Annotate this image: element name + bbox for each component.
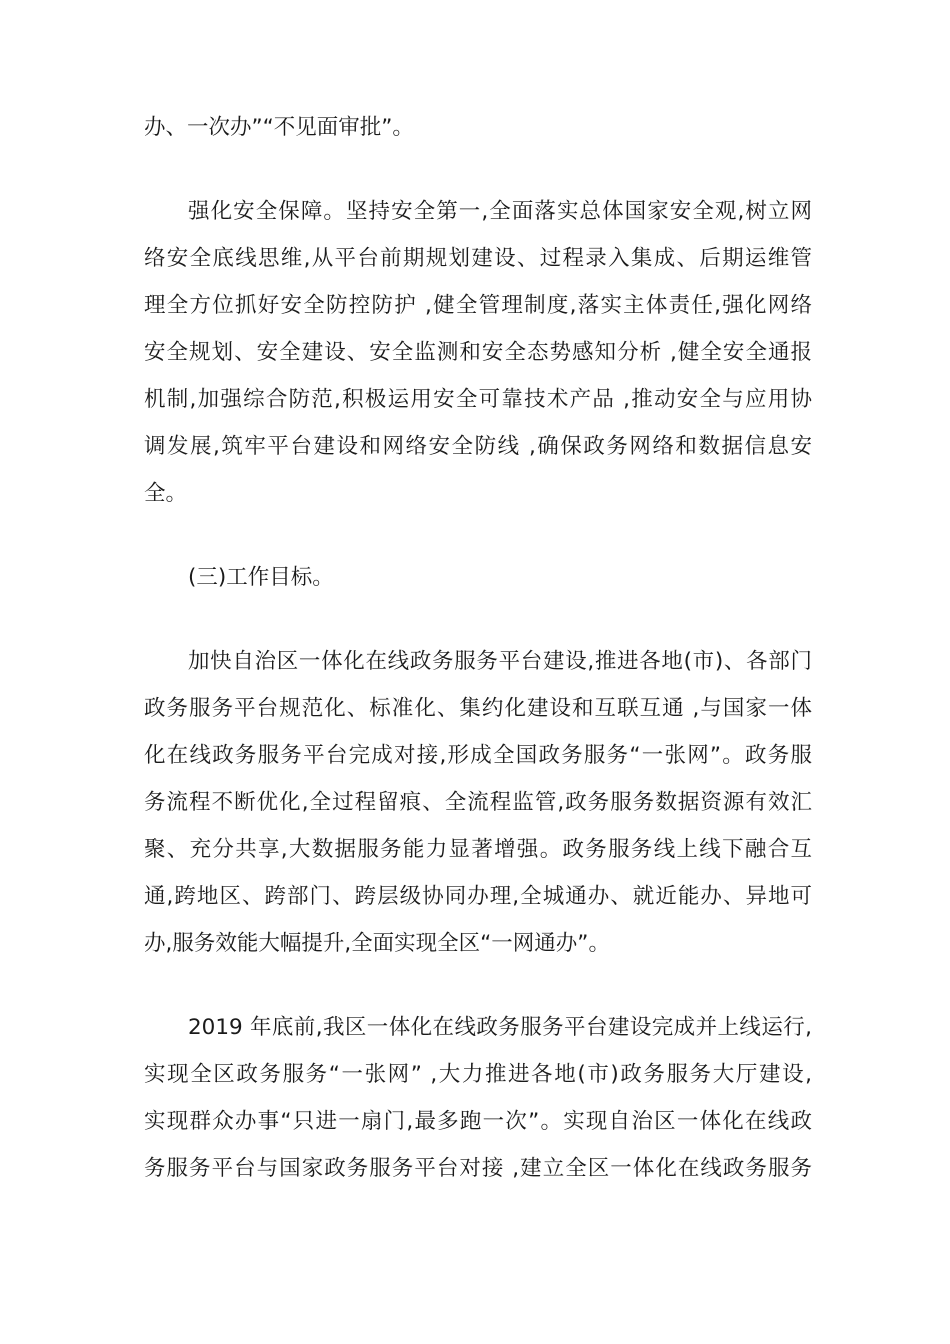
paragraph-5-line-2: 实现全区政务服务“一张网” ,大力推进各地(市)政务服务大厅建设, [144, 1062, 812, 1087]
paragraph-5-line-3: 实现群众办事“只进一扇门,最多跑一次”。实现自治区一体化在线政 [144, 1109, 812, 1134]
paragraph-4-line-1: 加快自治区一体化在线政务服务平台建设,推进各地(市)、各部门 [188, 649, 812, 674]
paragraph-4-line-2: 政务服务平台规范化、标准化、集约化建设和互联互通 ,与国家一体 [144, 696, 812, 721]
paragraph-5-line-1: 2019 年底前,我区一体化在线政务服务平台建设完成并上线运行, [188, 1015, 812, 1040]
paragraph-4-line-7: 办,服务效能大幅提升,全面实现全区“一网通办”。 [144, 931, 610, 956]
paragraph-4-line-4: 务流程不断优化,全过程留痕、全流程监管,政务服务数据资源有效汇 [144, 790, 812, 815]
paragraph-5-line-4: 务服务平台与国家政务服务平台对接 ,建立全区一体化在线政务服务 [144, 1156, 812, 1181]
paragraph-1-line-1: 办、一次办”“不见面审批”。 [144, 115, 414, 140]
paragraph-4-line-5: 聚、充分共享,大数据服务能力显著增强。政务服务线上线下融合互 [144, 837, 812, 862]
paragraph-2-line-7: 全。 [144, 481, 188, 506]
paragraph-2-line-1: 强化安全保障。坚持安全第一,全面落实总体国家安全观,树立网 [188, 199, 812, 224]
paragraph-2-line-6: 调发展,筑牢平台建设和网络安全防线 ,确保政务网络和数据信息安 [144, 434, 812, 459]
section-heading: (三)工作目标。 [188, 565, 334, 590]
paragraph-4-line-3: 化在线政务服务平台完成对接,形成全国政务服务“一张网”。政务服 [144, 743, 812, 768]
paragraph-2-line-5: 机制,加强综合防范,积极运用安全可靠技术产品 ,推动安全与应用协 [144, 387, 812, 412]
paragraph-2-line-4: 安全规划、安全建设、安全监测和安全态势感知分析 ,健全安全通报 [144, 340, 812, 365]
paragraph-2-line-2: 络安全底线思维,从平台前期规划建设、过程录入集成、后期运维管 [144, 246, 812, 271]
paragraph-2-line-3: 理全方位抓好安全防控防护 ,健全管理制度,落实主体责任,强化网络 [144, 293, 812, 318]
paragraph-4-line-6: 通,跨地区、跨部门、跨层级协同办理,全城通办、就近能办、异地可 [144, 884, 812, 909]
